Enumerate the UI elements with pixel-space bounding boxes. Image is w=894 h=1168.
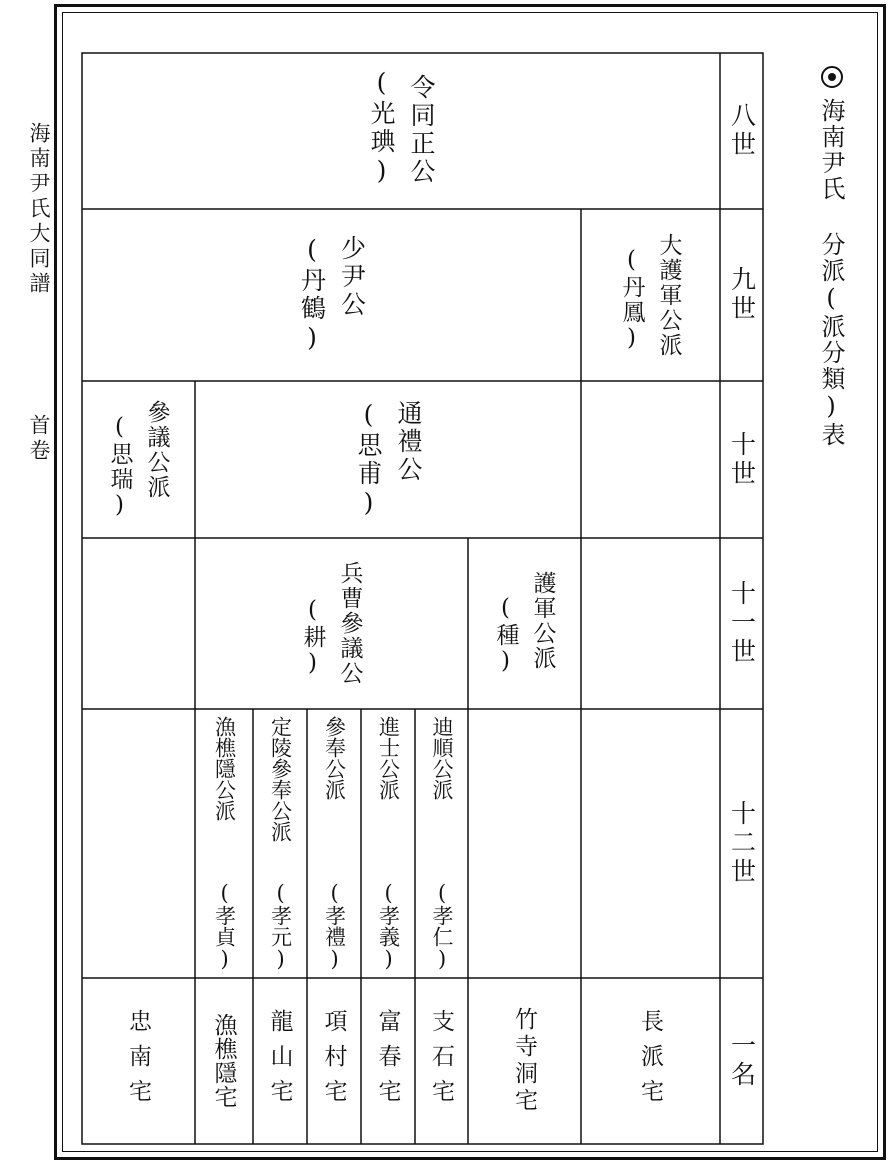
ancestor-name: 參議公派 bbox=[143, 399, 170, 500]
branch-cell-gen12-4 bbox=[361, 709, 415, 978]
ancestor-given-name: (種) bbox=[492, 595, 519, 676]
house-name: 長派宅 bbox=[637, 1008, 663, 1114]
ancestor-name: 護軍公派 bbox=[529, 571, 556, 671]
branch-name: 迪順公派 bbox=[430, 716, 455, 800]
house-name: 富春宅 bbox=[374, 1008, 401, 1114]
volume-label: 首卷 bbox=[27, 414, 51, 464]
house-name: 支石宅 bbox=[428, 1008, 454, 1114]
branch-cell-gen12-1 bbox=[195, 709, 253, 978]
ancestor-name: 大護軍公派 bbox=[655, 232, 682, 358]
branch-given-name: (孝義) bbox=[376, 881, 401, 971]
house-cell-1 bbox=[82, 978, 195, 1144]
ancestor-cell-gen9-b bbox=[581, 209, 720, 381]
book-title: 海南尹氏大同譜 bbox=[27, 122, 51, 297]
house-cell-5 bbox=[361, 978, 415, 1144]
branch-name: 定陵參奉公派 bbox=[268, 716, 293, 842]
generation-label: 九世 bbox=[727, 266, 757, 324]
ancestor-cell-gen11-b bbox=[468, 538, 581, 709]
generation-label: 十一世 bbox=[727, 580, 757, 667]
branch-cell-gen12-5 bbox=[415, 709, 468, 978]
house-cell-8 bbox=[581, 978, 720, 1144]
generation-label: 十世 bbox=[727, 430, 757, 489]
generation-label: 八世 bbox=[727, 102, 757, 160]
generation-cell-alias bbox=[720, 978, 763, 1144]
ancestor-given-name: (思瑞) bbox=[106, 413, 133, 520]
table-title: 海南尹氏 分派(派分類)表 bbox=[817, 98, 845, 448]
house-cell-2 bbox=[195, 978, 253, 1144]
generation-cell-8 bbox=[720, 53, 763, 209]
house-cell-3 bbox=[253, 978, 307, 1144]
ancestor-cell-gen9-a bbox=[82, 209, 581, 381]
ancestor-given-name: (丹鳳) bbox=[618, 246, 645, 353]
house-cell-6 bbox=[415, 978, 468, 1144]
house-name: 項村宅 bbox=[320, 1008, 347, 1114]
house-name: 忠南宅 bbox=[125, 1008, 151, 1114]
ancestor-name: 少尹公 bbox=[337, 235, 367, 319]
ancestor-cell-gen10-a bbox=[82, 381, 195, 538]
ancestor-given-name: (光琠) bbox=[367, 68, 396, 188]
branch-cell-gen12-3 bbox=[307, 709, 361, 978]
generation-cell-10 bbox=[720, 381, 763, 538]
house-name: 竹寺洞宅 bbox=[511, 1007, 537, 1115]
branch-name: 參奉公派 bbox=[322, 716, 347, 800]
generation-cell-9 bbox=[720, 209, 763, 381]
ancestor-name: 令同正公 bbox=[407, 74, 436, 186]
ancestor-cell-gen10-b bbox=[195, 381, 581, 538]
branch-given-name: (孝禮) bbox=[322, 881, 347, 971]
house-cell-7 bbox=[468, 978, 581, 1144]
branch-given-name: (孝元) bbox=[268, 881, 293, 971]
generation-cell-12 bbox=[720, 709, 763, 978]
ancestor-given-name: (丹鶴) bbox=[297, 235, 327, 355]
branch-given-name: (孝仁) bbox=[430, 881, 455, 971]
ancestor-cell-gen11-a bbox=[195, 538, 468, 709]
branch-name: 漁樵隱公派 bbox=[212, 716, 237, 821]
branch-name: 進士公派 bbox=[376, 716, 401, 800]
generation-label: 一名 bbox=[727, 1032, 757, 1090]
branch-given-name: (孝貞) bbox=[212, 881, 237, 971]
generation-cell-11 bbox=[720, 538, 763, 709]
house-cell-4 bbox=[307, 978, 361, 1144]
house-name: 漁樵隱宅 bbox=[210, 1013, 237, 1109]
ancestor-given-name: (耕) bbox=[299, 597, 326, 678]
house-name: 龍山宅 bbox=[266, 1008, 293, 1114]
ancestor-name: 兵曹參議公 bbox=[336, 561, 363, 686]
ancestor-cell-gen8 bbox=[82, 53, 720, 209]
ancestor-given-name: (思甫) bbox=[354, 399, 383, 520]
branch-cell-gen12-2 bbox=[253, 709, 307, 978]
generation-label: 十二世 bbox=[727, 800, 757, 887]
ancestor-name: 通禮公 bbox=[394, 399, 423, 484]
